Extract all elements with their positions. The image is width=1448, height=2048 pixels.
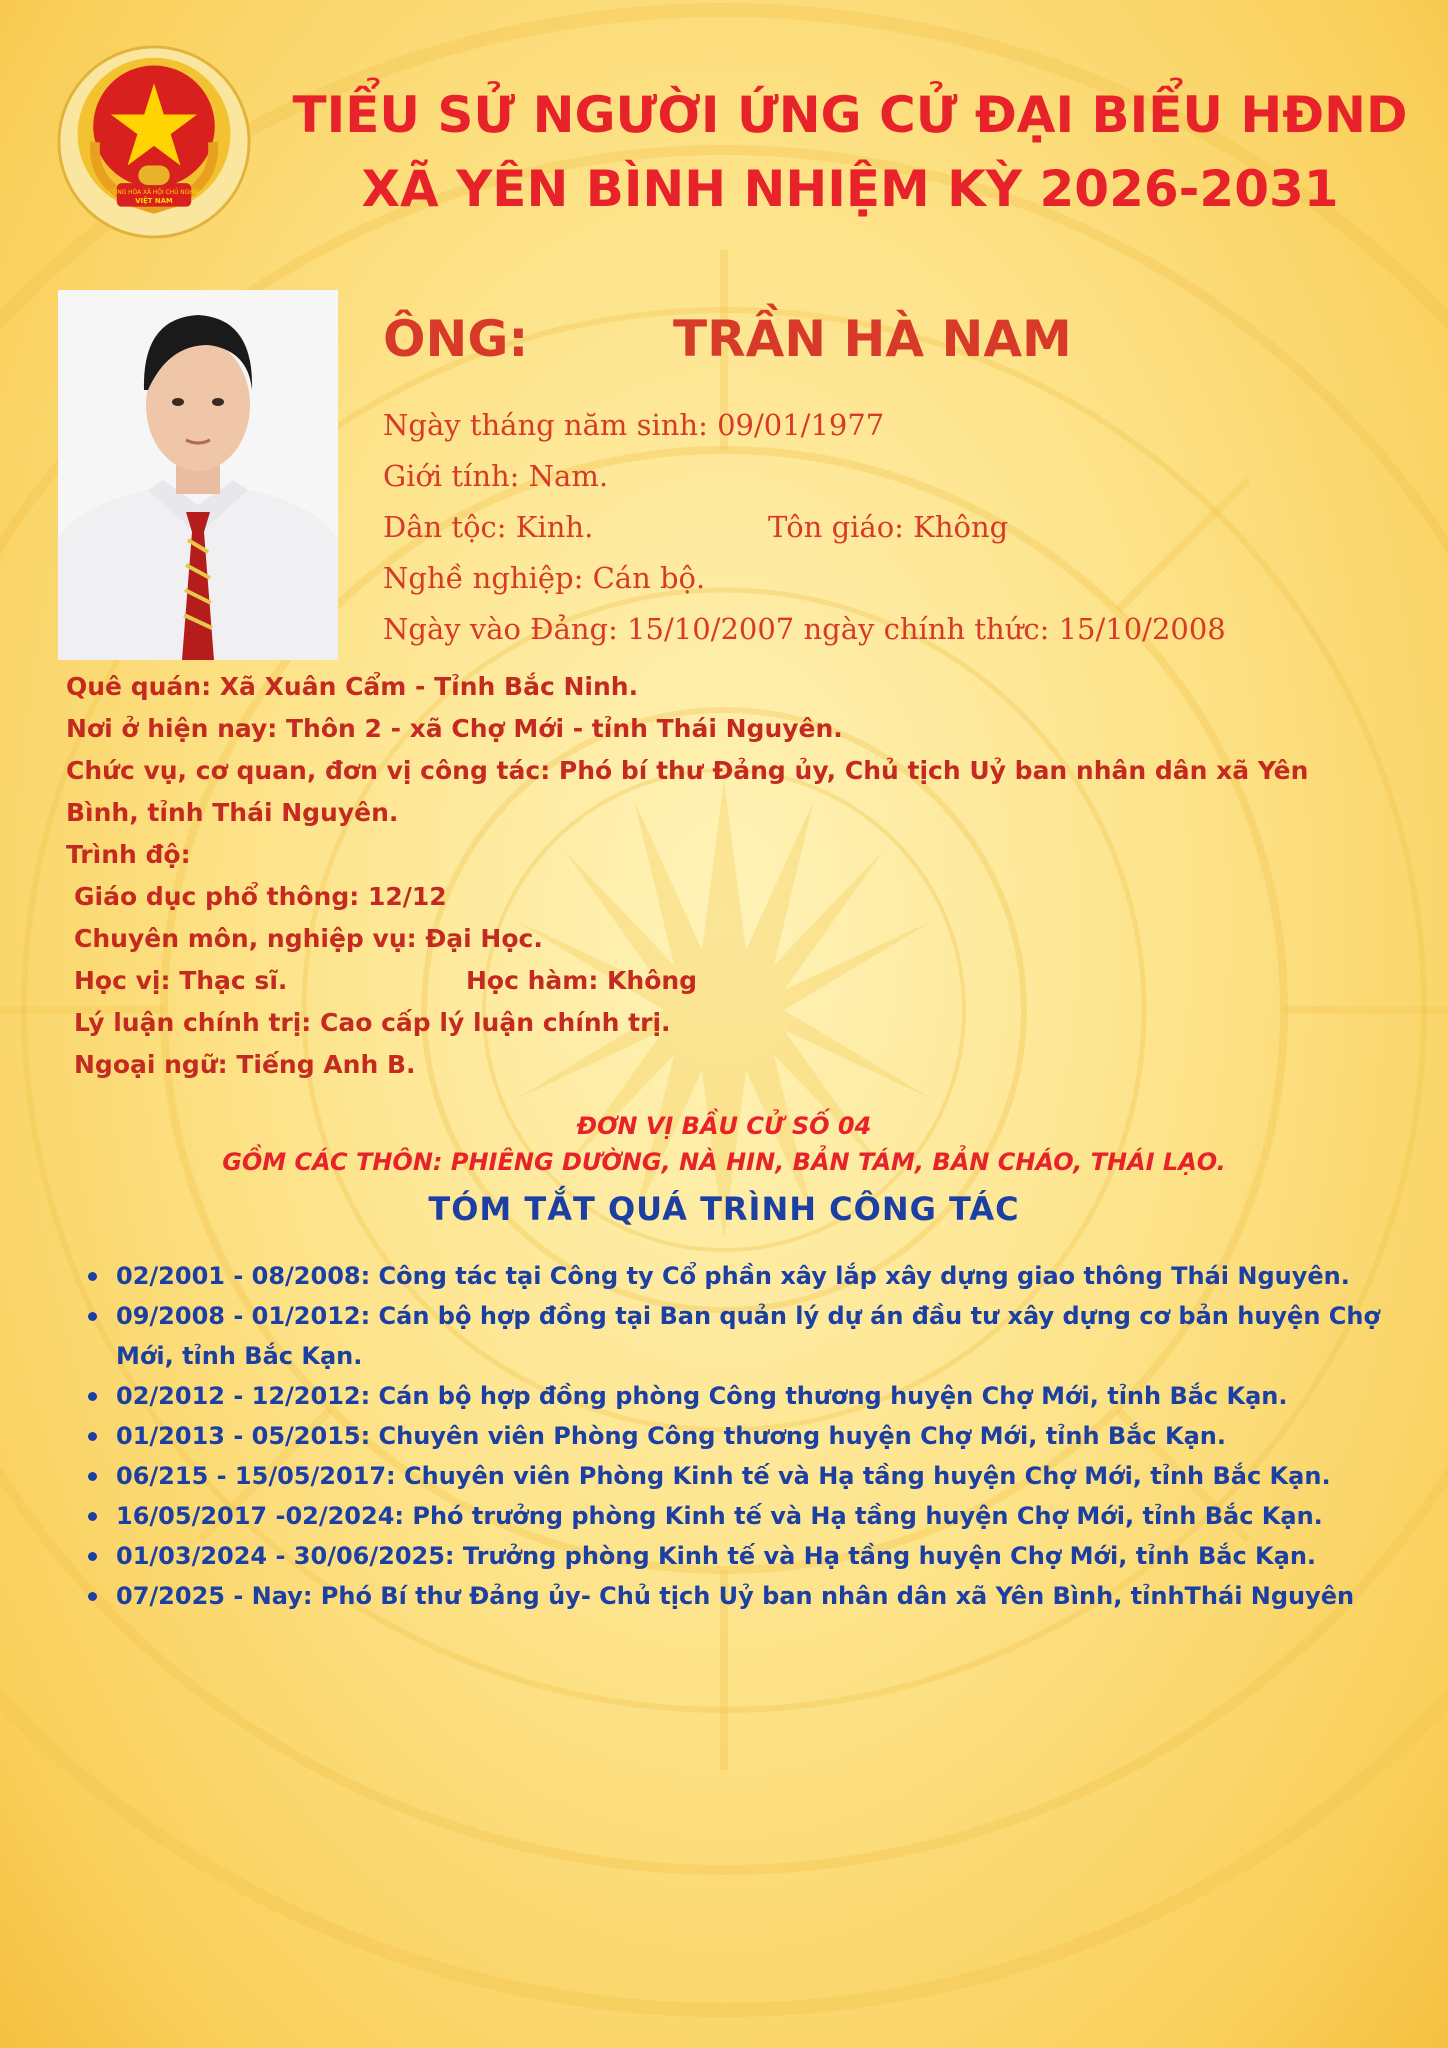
foreign-language: Ngoại ngữ: Tiếng Anh B.	[74, 1050, 416, 1079]
birthdate: Ngày tháng năm sinh: 09/01/1977	[383, 408, 885, 442]
list-item: 02/2012 - 12/2012: Cán bộ hợp đồng phòng Công thương huyện Chợ Mới, tỉnh Bắc Kạn.	[86, 1376, 1406, 1416]
occupation: Nghề nghiệp: Cán bộ.	[383, 561, 706, 595]
candidate-name: TRẦN HÀ NAM	[673, 310, 1072, 368]
list-item: 09/2008 - 01/2012: Cán bộ hợp đồng tại Ban quản lý dự án đầu tư xây dựng cơ bản huyện Chợ Mới, tỉnh Bắc Kạn.	[86, 1296, 1406, 1376]
constituency	[0, 1108, 1448, 1180]
political-theory: Lý luận chính trị: Cao cấp lý luận chính trị.	[74, 1008, 671, 1037]
constituency-villages: GỒM CÁC THÔN: PHIÊNG DƯỜNG, NÀ HIN, BẢN TÁM, BẢN CHÁO, THÁI LẠO.	[222, 1148, 1226, 1176]
list-item: 01/03/2024 - 30/06/2025: Trưởng phòng Kinh tế và Hạ tầng huyện Chợ Mới, tỉnh Bắc Kạn.	[86, 1536, 1406, 1576]
title-line-1: TIỂU SỬ NGƯỜI ỨNG CỬ ĐẠI BIỂU HĐND	[292, 86, 1408, 144]
academic-degree: Học vị: Thạc sĩ.	[74, 966, 288, 995]
list-item: 02/2001 - 08/2008: Công tác tại Công ty Cổ phần xây lắp xây dựng giao thông Thái Nguyên.	[86, 1256, 1406, 1296]
svg-text:CỘNG HÒA XÃ HỘI CHỦ NGHĨA: CỘNG HÒA XÃ HỘI CHỦ NGHĨA	[108, 189, 200, 196]
degree-rank-row	[66, 960, 1386, 1002]
education-general: Giáo dục phổ thông: 12/12	[74, 882, 447, 911]
party-membership: Ngày vào Đảng: 15/10/2007 ngày chính thức: 15/10/2008	[383, 612, 1226, 646]
education-heading: Trình độ:	[66, 840, 191, 869]
ethnicity-religion-row	[383, 502, 1423, 553]
list-item: 01/2013 - 05/2015: Chuyên viên Phòng Công thương huyện Chợ Mới, tỉnh Bắc Kạn.	[86, 1416, 1406, 1456]
background-info	[66, 666, 1386, 1086]
salutation: ÔNG:	[383, 310, 529, 368]
work-history-title: TÓM TẮT QUÁ TRÌNH CÔNG TÁC	[428, 1190, 1020, 1228]
gender: Giới tính: Nam.	[383, 459, 609, 493]
religion: Tôn giáo: Không	[768, 510, 1009, 544]
academic-rank: Học hàm: Không	[466, 966, 698, 995]
personal-info	[383, 400, 1423, 655]
current-position: Chức vụ, cơ quan, đơn vị công tác: Phó bí thư Đảng ủy, Chủ tịch Uỷ ban nhân dân xã Yên Bình, tỉnh Thái Nguyên.	[66, 756, 1309, 827]
page-title	[270, 78, 1430, 226]
national-emblem-icon	[56, 44, 252, 240]
list-item: 06/215 - 15/05/2017: Chuyên viên Phòng Kinh tế và Hạ tầng huyện Chợ Mới, tỉnh Bắc Kạn.	[86, 1456, 1406, 1496]
list-item: 07/2025 - Nay: Phó Bí thư Đảng ủy- Chủ tịch Uỷ ban nhân dân xã Yên Bình, tỉnhThái Nguyên	[86, 1576, 1406, 1616]
hometown: Quê quán: Xã Xuân Cẩm - Tỉnh Bắc Ninh.	[66, 672, 639, 701]
title-line-2: XÃ YÊN BÌNH NHIỆM KỲ 2026-2031	[361, 160, 1339, 218]
svg-text:VIỆT NAM: VIỆT NAM	[135, 196, 173, 205]
constituency-number: ĐƠN VỊ BẦU CỬ SỐ 04	[576, 1112, 872, 1140]
residence: Nơi ở hiện nay: Thôn 2 - xã Chợ Mới - tỉnh Thái Nguyên.	[66, 714, 843, 743]
work-history-list	[86, 1256, 1406, 1616]
ethnicity: Dân tộc: Kinh.	[383, 510, 594, 544]
candidate-photo	[58, 290, 338, 660]
education-professional: Chuyên môn, nghiệp vụ: Đại Học.	[74, 924, 543, 953]
list-item: 16/05/2017 -02/2024: Phó trưởng phòng Kinh tế và Hạ tầng huyện Chợ Mới, tỉnh Bắc Kạn.	[86, 1496, 1406, 1536]
